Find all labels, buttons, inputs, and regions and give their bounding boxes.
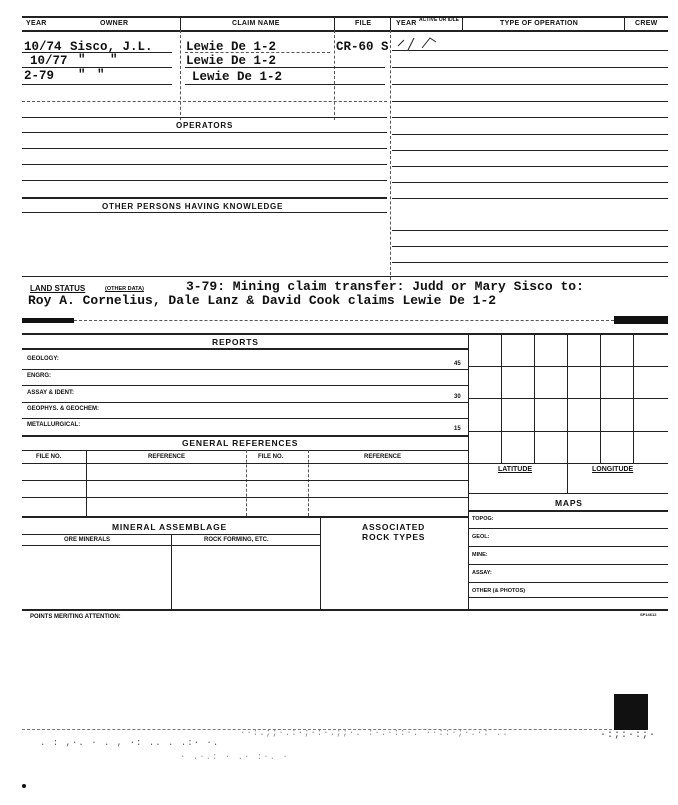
col-divider <box>334 30 335 120</box>
row-rule <box>468 564 668 565</box>
header-file: FILE <box>355 20 372 27</box>
row-rule <box>74 320 614 321</box>
maps-row-geol: GEOL: <box>472 534 490 540</box>
scan-noise: ·:;:·:;· <box>600 730 657 741</box>
header-active-idle: ACTIVE OR IDLE <box>418 17 459 23</box>
row-rule <box>185 52 330 53</box>
header-type-of-operation: TYPE OF OPERATION <box>500 20 579 27</box>
col-divider <box>246 450 247 516</box>
row-rule <box>22 402 468 403</box>
grid-line <box>468 463 668 464</box>
scan-dot <box>22 784 26 788</box>
row-rule <box>22 101 387 102</box>
row-rule <box>392 101 668 102</box>
header-owner: OWNER <box>100 20 129 27</box>
owner-row-owner-ditto: " <box>110 53 118 67</box>
longitude-label: LONGITUDE <box>592 466 634 473</box>
rock-types-label: ROCK TYPES <box>362 532 426 542</box>
row-rule <box>22 117 387 118</box>
header-claim-name: CLAIM NAME <box>232 20 280 27</box>
form-code: SP14612 <box>640 612 657 617</box>
report-row-label: ASSAY & IDENT: <box>27 390 75 396</box>
row-rule <box>392 182 668 183</box>
pen-scribble <box>396 34 446 56</box>
row-rule <box>392 230 668 231</box>
row-rule <box>22 52 172 53</box>
owner-row-claim: Lewie De 1-2 <box>192 70 283 84</box>
row-rule <box>22 418 468 419</box>
grid-line <box>468 366 668 367</box>
row-rule <box>22 276 668 277</box>
row-rule <box>22 463 468 464</box>
land-status-label: LAND STATUS <box>30 284 86 293</box>
row-rule <box>22 497 468 498</box>
col-divider <box>390 16 391 30</box>
row-rule <box>22 516 468 518</box>
scan-noise: . : ,·. · . , ·: .. . .:· ·. <box>40 738 220 748</box>
row-rule <box>468 510 668 512</box>
row-rule <box>468 582 668 583</box>
report-row-num: 15 <box>454 426 461 432</box>
maps-row-mine: MINE: <box>472 552 488 558</box>
row-rule <box>468 528 668 529</box>
associated-label: ASSOCIATED <box>362 522 426 532</box>
scan-blot <box>614 694 648 730</box>
header-year-2: YEAR <box>396 20 417 27</box>
reports-title: REPORTS <box>212 337 259 347</box>
maps-row-other: OTHER (& PHOTOS) <box>472 588 526 594</box>
row-rule <box>392 262 668 263</box>
row-rule <box>22 197 387 199</box>
report-row-label: GEOPHYS. & GEOCHEM: <box>27 406 100 412</box>
row-rule <box>22 435 468 437</box>
owner-row-file: CR-60 S <box>336 40 389 54</box>
row-rule <box>22 148 387 149</box>
row-rule <box>22 84 172 85</box>
owner-row-owner: Sisco, J.L. <box>70 40 153 54</box>
owner-row-year: 10/74 <box>24 40 62 54</box>
row-rule <box>392 166 668 167</box>
ref-col-reference: REFERENCE <box>364 454 402 460</box>
row-rule <box>392 117 668 118</box>
maps-row-topog: TOPOG: <box>472 516 494 522</box>
header-bottom-rule <box>22 30 668 32</box>
owner-row-claim: Lewie De 1-2 <box>186 54 277 68</box>
row-rule <box>22 164 387 165</box>
row-rule <box>22 132 387 133</box>
col-divider <box>180 16 181 30</box>
col-divider <box>308 450 309 516</box>
row-rule <box>22 67 172 68</box>
col-divider <box>468 333 469 609</box>
row-rule <box>392 150 668 151</box>
row-rule <box>22 385 468 386</box>
latitude-label: LATITUDE <box>498 466 533 473</box>
col-divider <box>334 16 335 30</box>
row-rule <box>22 369 468 370</box>
other-persons-label: OTHER PERSONS HAVING KNOWLEDGE <box>102 202 284 211</box>
grid-line <box>468 398 668 399</box>
row-rule <box>392 246 668 247</box>
operators-label: OPERATORS <box>176 121 234 130</box>
row-rule <box>22 212 387 213</box>
scan-mark <box>614 316 668 324</box>
col-divider <box>624 16 625 30</box>
row-rule <box>392 198 668 199</box>
owner-row-owner-ditto: " <box>97 68 105 82</box>
header-top-rule <box>22 16 668 18</box>
report-row-num: 30 <box>454 394 461 400</box>
row-rule <box>22 348 468 350</box>
report-row-label: METALLURGICAL: <box>27 422 81 428</box>
block-bottom-rule <box>22 609 668 611</box>
ref-col-reference: REFERENCE <box>148 454 186 460</box>
ref-col-file-no: FILE NO. <box>36 454 62 460</box>
row-rule <box>392 134 668 135</box>
row-rule <box>22 450 468 451</box>
general-references-title: GENERAL REFERENCES <box>182 438 299 448</box>
row-rule <box>392 67 668 68</box>
row-rule <box>22 480 468 481</box>
owner-row-year: 2-79 <box>24 69 55 83</box>
grid-line <box>468 431 668 432</box>
scan-noise: · .·.: · .· :·. · <box>180 752 289 762</box>
col-divider <box>320 516 321 609</box>
col-divider <box>462 16 463 30</box>
owner-row-owner: " <box>78 68 86 82</box>
scan-noise: ··:.;;·.:·;·:·.;;·. :·.·::·. ··::·;·.·: .. <box>240 728 509 738</box>
maps-row-assay: ASSAY: <box>472 570 492 576</box>
ore-minerals-label: ORE MINERALS <box>64 537 111 543</box>
report-row-num: 45 <box>454 361 461 367</box>
row-rule <box>468 546 668 547</box>
land-status-sub: (OTHER DATA) <box>105 286 144 292</box>
land-status-line-2: Roy A. Cornelius, Dale Lanz & David Cook claims Lewie De 1-2 <box>28 293 497 308</box>
block-top-rule <box>22 333 668 335</box>
col-divider <box>180 30 181 120</box>
points-meriting-attention-label: POINTS MERITING ATTENTION: <box>30 614 121 620</box>
owner-row-claim: Lewie De 1-2 <box>186 40 277 54</box>
maps-title: MAPS <box>555 498 583 508</box>
row-rule <box>468 493 668 494</box>
scan-mark <box>22 318 74 323</box>
report-row-label: GEOLOGY: <box>27 356 59 362</box>
header-crew: CREW <box>635 20 658 27</box>
header-year: YEAR <box>26 20 47 27</box>
owner-row-owner: " <box>78 53 86 67</box>
col-divider <box>171 534 172 609</box>
col-divider <box>86 450 87 516</box>
row-rule <box>185 84 385 85</box>
row-rule <box>185 67 385 68</box>
row-rule <box>392 84 668 85</box>
row-rule <box>22 180 387 181</box>
row-rule <box>468 597 668 598</box>
ref-col-file-no: FILE NO. <box>258 454 284 460</box>
land-status-line-1: 3-79: Mining claim transfer: Judd or Mary Sisco to: <box>186 279 584 294</box>
rock-forming-label: ROCK FORMING, ETC. <box>204 537 269 543</box>
report-row-label: ENGRG: <box>27 373 51 379</box>
owner-row-year: 10/77 <box>30 54 68 68</box>
mineral-assemblage-title: MINERAL ASSEMBLAGE <box>112 522 227 532</box>
grid-line <box>567 333 568 493</box>
col-divider <box>390 30 391 280</box>
